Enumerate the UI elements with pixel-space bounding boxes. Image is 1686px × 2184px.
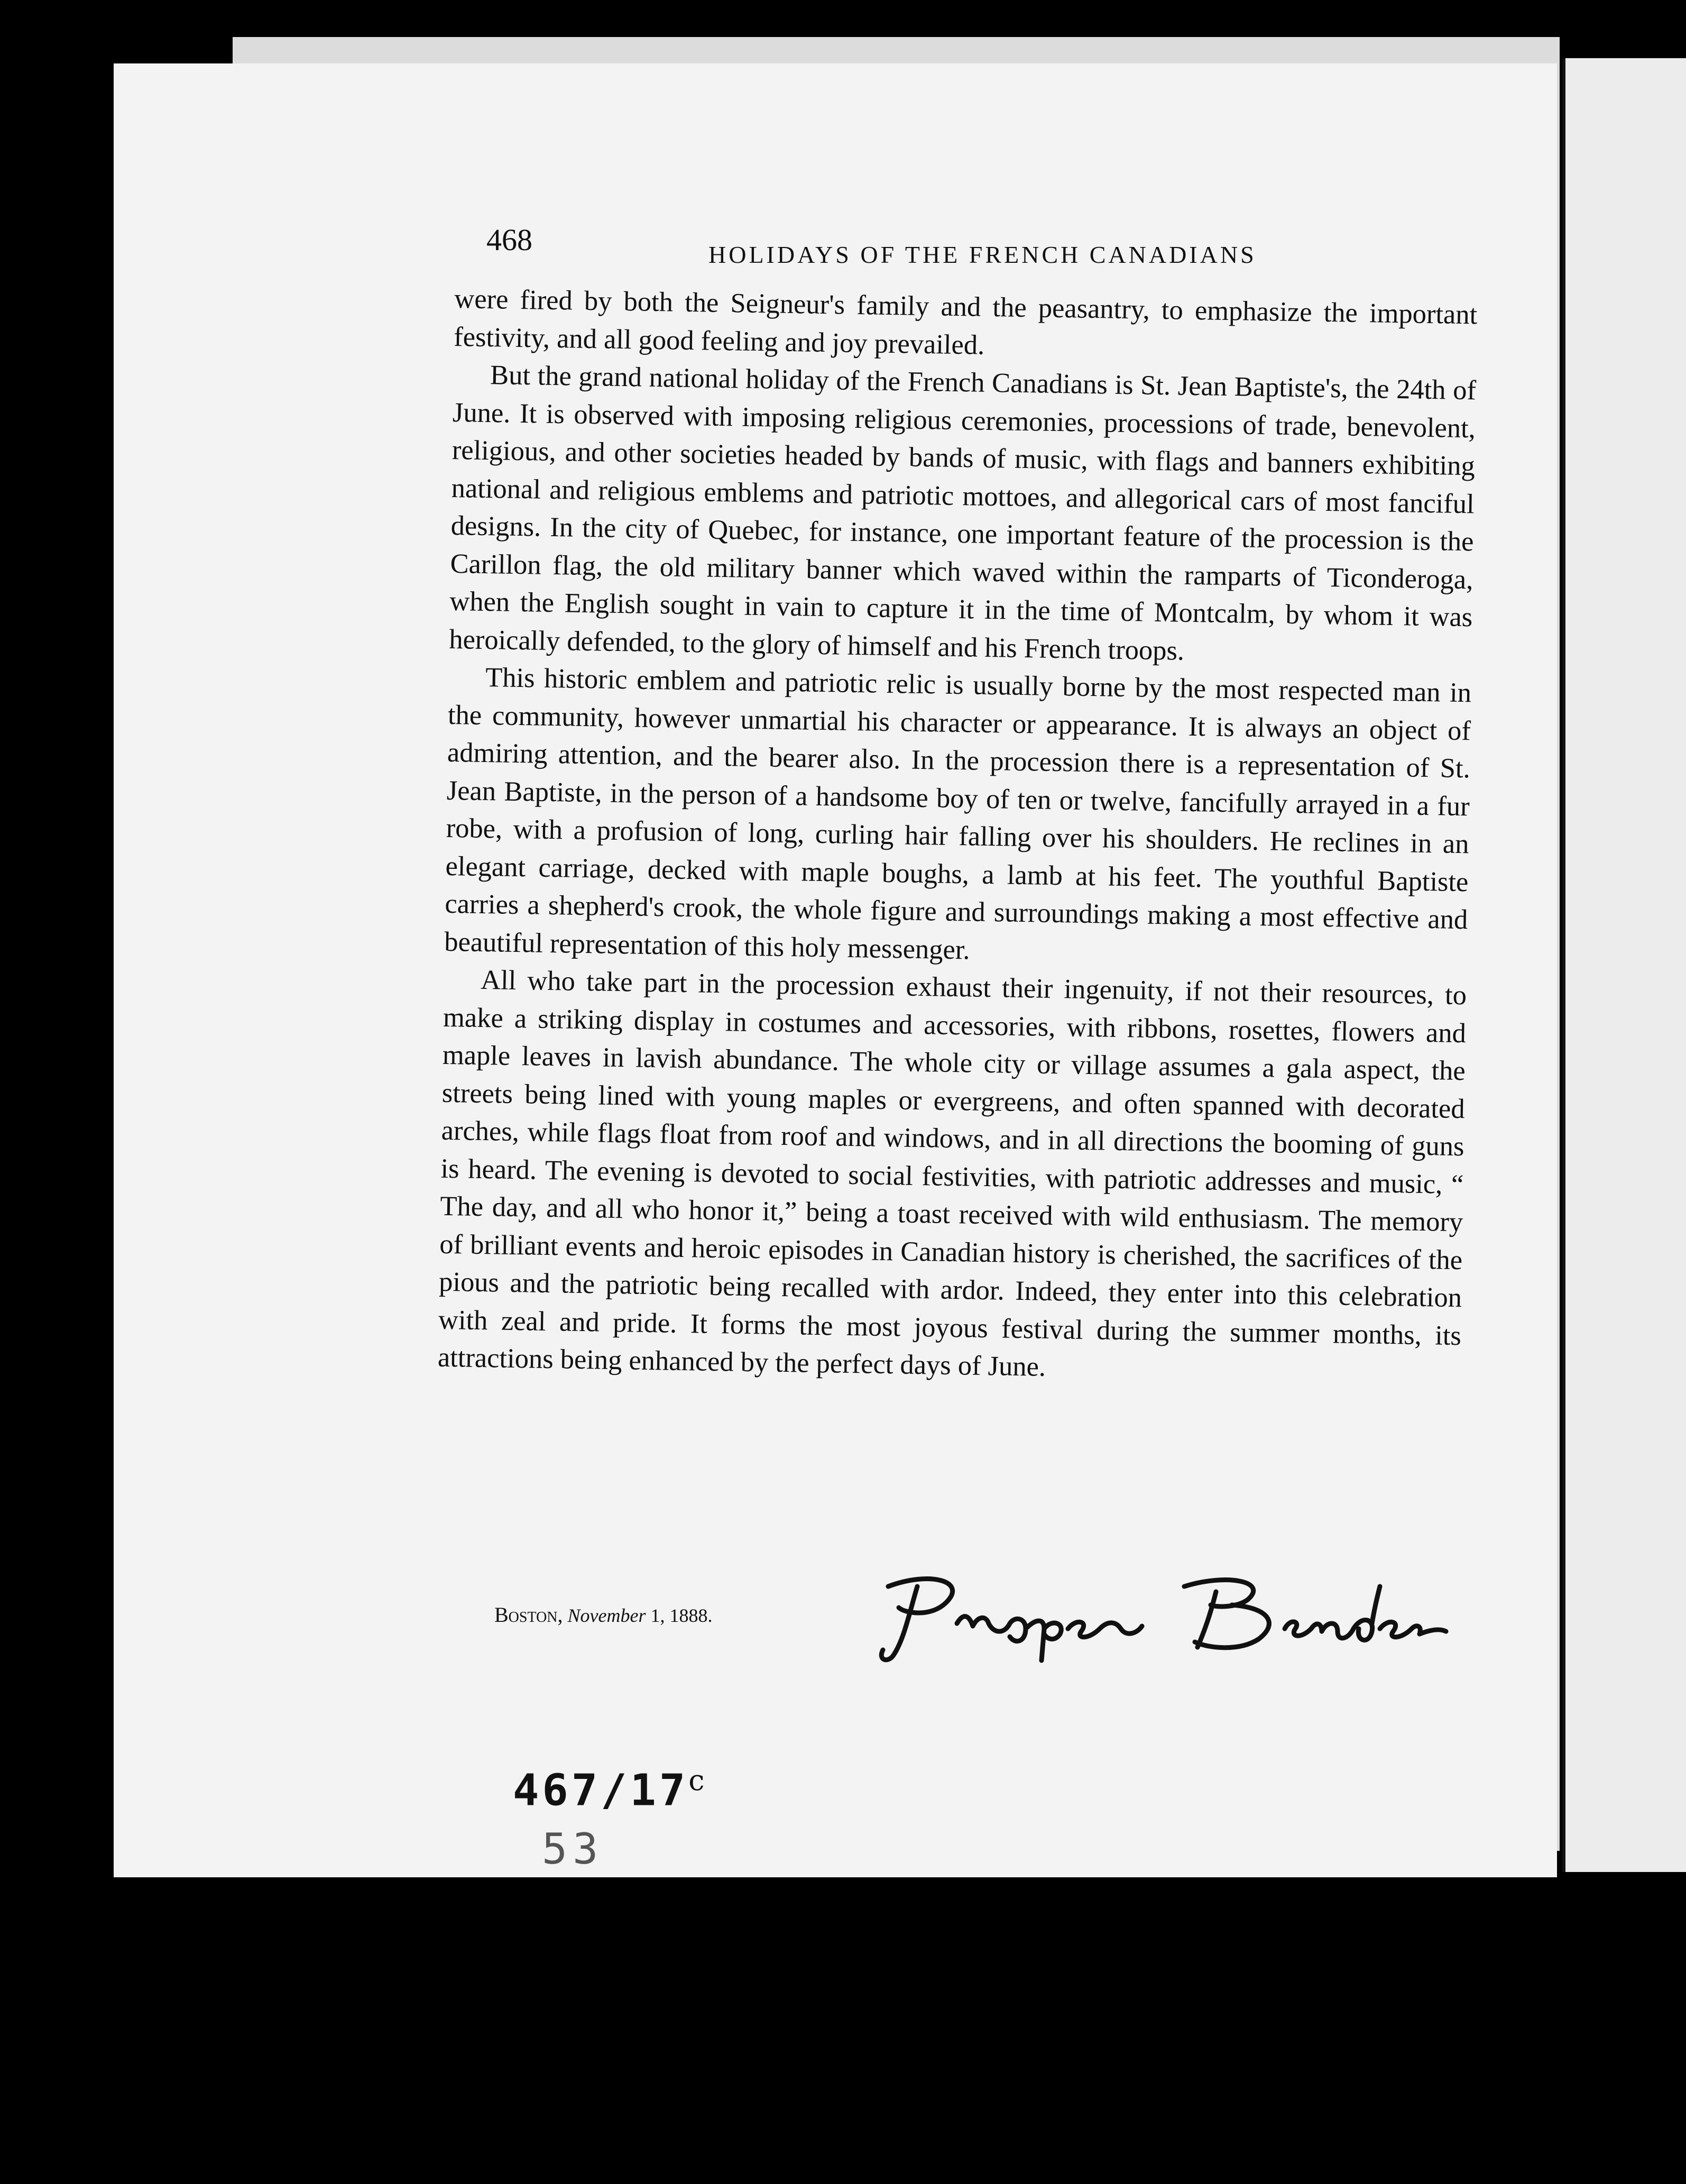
running-title: HOLIDAYS OF THE FRENCH CANADIANS	[708, 241, 1257, 268]
dateline-year: 1, 1888.	[650, 1605, 713, 1626]
dateline-place: Boston,	[494, 1603, 563, 1627]
paragraph-4: All who take part in the procession exhaust their ingenuity, if not their resources, to make a striking display in costumes and accessories, with ribbons, rosettes, flowers and maple leaves in lavish abundance. The whole city or village assumes a gala aspect, the streets being lined with young maples or evergreens, and often spanned with decorated arches, while flags float from roof and windows, and in all directions the booming of guns is heard. The evening is devoted to social festivities, with patriotic addresses and music, “ The day, and all who honor it,” being a toast received with wild enthusiasm. The memory of brilliant events and heroic episodes in Canadian history is cherished, the sacrifices of the pious and the patriotic being recalled with ardor. Indeed, they enter into this celebration with zeal and pride. It forms the most joyous festival during the summer months, its attractions being enhanced by the perfect days of June.	[437, 964, 1467, 1382]
catalog-stamp-top	[513, 1764, 707, 1815]
dateline	[494, 1602, 712, 1627]
paragraph-1: were fired by both the Seigneur's family and the peasantry, to emphasize the important festivity, and all good feeling and joy prevailed.	[453, 283, 1478, 361]
signature-image	[867, 1549, 1449, 1671]
facing-page-edge	[1562, 58, 1686, 1872]
catalog-stamp-bottom: 53	[542, 1824, 604, 1874]
catalog-stamp-number: 467/17	[513, 1765, 689, 1816]
dateline-month: November	[567, 1605, 646, 1626]
body-text	[437, 280, 1477, 1393]
page-number: 468	[486, 223, 532, 257]
paragraph-3: This historic emblem and patriotic relic is usually borne by the most respected man in the community, however unmartial his character or appearance. It is always an object of admiring attention, and the bearer also. In the procession there is a representation of St. Jean Baptiste, in the person of a handsome boy of ten or twelve, fancifully arrayed in a fur robe, with a profusion of long, curling hair falling over his shoulders. He reclines in an elegant carriage, decked with maple boughs, a lamb at his feet. The youthful Baptiste carries a shepherd's crook, the whole figure and surroundings making a most effective and beautiful representation of this holy messenger.	[444, 662, 1472, 965]
catalog-stamp-suffix: c	[688, 1764, 708, 1797]
paragraph-2: But the grand national holiday of the French Canadians is St. Jean Baptiste's, the 24th of June. It is observed with imposing religious ceremonies, processions of trade, benevolent, religious, and other societies headed by bands of music, with flags and banners exhibiting national and religious emblems and patriotic mottoes, and allegorical cars of most fanciful designs. In the city of Quebec, for instance, one important feature of the procession is the Carillon flag, the old military banner which waved within the ramparts of Ticonderoga, when the English sought in vain to capture it in the time of Montcalm, by whom it was heroically defended, to the glory of himself and his French troops.	[448, 360, 1477, 666]
